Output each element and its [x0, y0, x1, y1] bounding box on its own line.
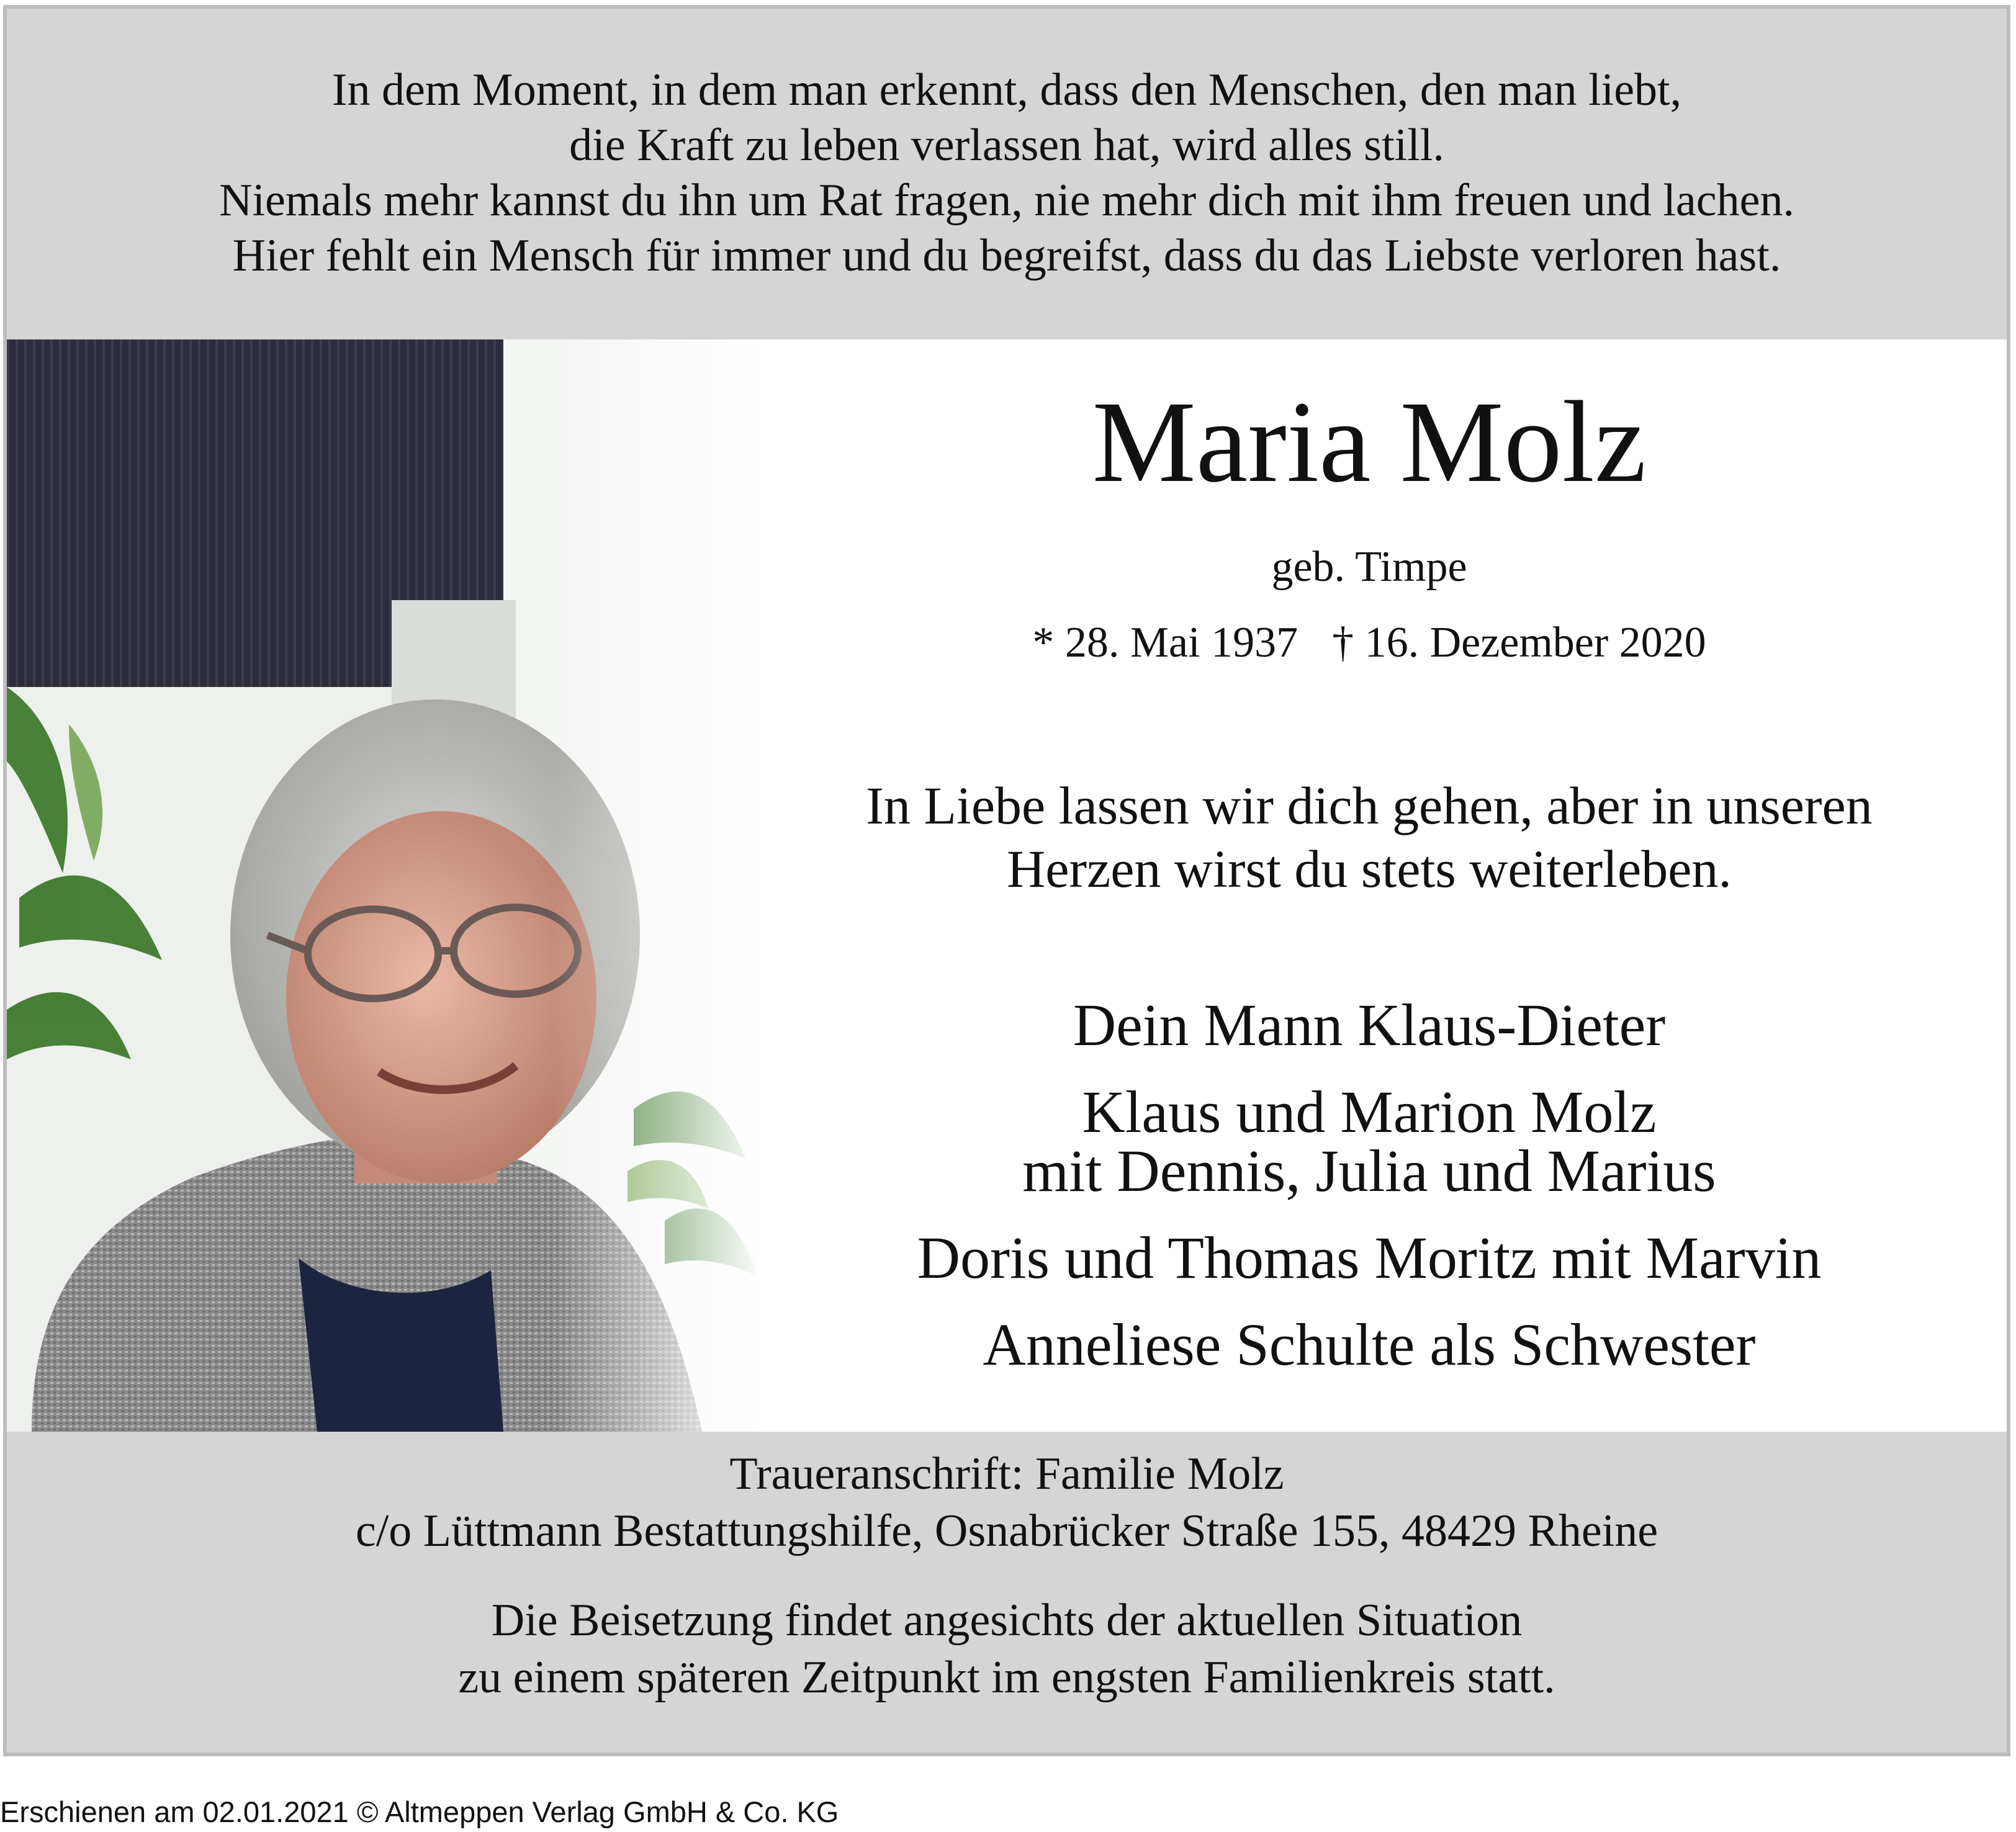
- verse-line: die Kraft zu leben verlassen hat, wird alles still.: [569, 120, 1444, 171]
- burial-note-line: Die Beisetzung findet angesichts der aktuellen Situation: [491, 1595, 1523, 1646]
- verse-line: Hier fehlt ein Mensch für immer und du begreifst, dass du das Liebste verloren hast.: [232, 230, 1781, 281]
- mourner-line: Klaus und Marion Molz: [1082, 1079, 1657, 1145]
- address-line: Traueranschrift: Familie Molz: [729, 1448, 1284, 1499]
- portrait-photo: [7, 339, 764, 1432]
- burial-note-line: zu einem späteren Zeitpunkt im engsten Familienkreis statt.: [458, 1652, 1555, 1703]
- death-date: † 16. Dezember 2020: [1332, 619, 1706, 667]
- obituary-notice: [3, 5, 2010, 1756]
- farewell-text: [770, 774, 1968, 900]
- text-column: [770, 339, 1968, 1432]
- publication-footer: Erschienen am 02.01.2021 © Altmeppen Verlag GmbH & Co. KG: [0, 1795, 839, 1828]
- mourner-line: Dein Mann Klaus-Dieter: [1073, 992, 1666, 1058]
- main-section: [7, 339, 2007, 1432]
- life-dates: [770, 617, 1968, 669]
- deceased-name: Maria Molz: [1092, 377, 1647, 506]
- farewell-line: In Liebe lassen wir dich gehen, aber in unseren: [866, 776, 1873, 835]
- verse-section: [7, 9, 2007, 338]
- mourner-line: Doris und Thomas Moritz mit Marvin: [917, 1224, 1822, 1291]
- portrait-illustration: [7, 339, 764, 1432]
- farewell-line: Herzen wirst du stets weiterleben.: [1007, 839, 1732, 899]
- maiden-name: geb. Timpe: [1271, 543, 1467, 591]
- verse-line: In dem Moment, in dem man erkennt, dass den Menschen, den man liebt,: [331, 65, 1682, 115]
- verse-line: Niemals mehr kannst du ihn um Rat fragen, nie mehr dich mit ihm freuen und lachen.: [219, 175, 1794, 226]
- address-line: c/o Lüttmann Bestattungshilfe, Osnabrücker Straße 155, 48429 Rheine: [355, 1506, 1658, 1556]
- mourner-line: mit Dennis, Julia und Marius: [1022, 1138, 1716, 1204]
- birth-date: * 28. Mai 1937: [1032, 619, 1298, 667]
- mourner-line: Anneliese Schulte als Schwester: [983, 1311, 1756, 1378]
- address-section: [7, 1434, 2007, 1753]
